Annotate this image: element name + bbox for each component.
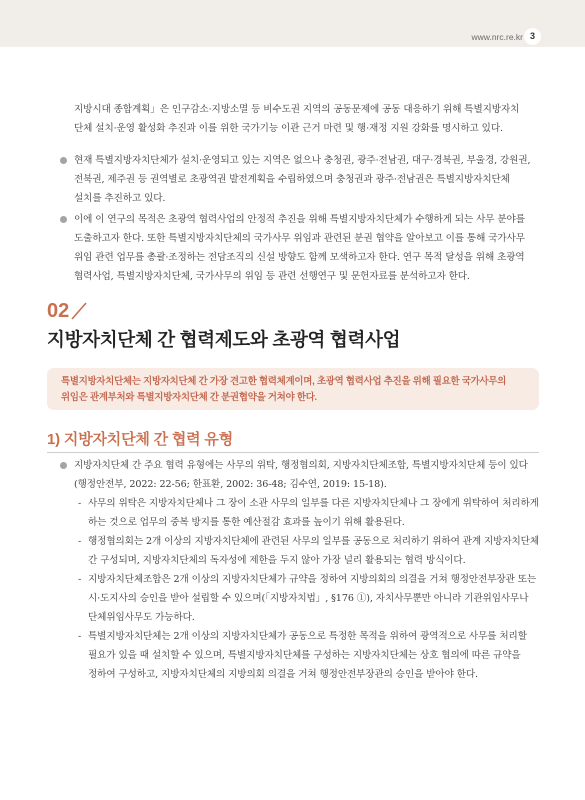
- page-header-bar: [0, 0, 585, 47]
- dash-item: [78, 570, 539, 627]
- site-url: www.nrc.re.kr: [471, 32, 523, 42]
- dash-mark: -: [78, 498, 82, 509]
- intro-paragraph: [74, 100, 519, 138]
- text-line: 현재 특별지방자치단체가 설치·운영되고 있는 지역은 없으나 충청권, 광주·전남권, 대구·경북권, 부울경, 강원권,: [74, 155, 531, 166]
- dash-mark: -: [78, 631, 82, 642]
- section-number: 02: [47, 300, 70, 322]
- text-line: 사무의 위탁은 지방자치단체나 그 장이 소관 사무의 일부를 다른 지방자치단체나 그 장에게 위탁하여 처리하게: [88, 498, 539, 509]
- text-line: 단체위임사무도 가능하다.: [88, 612, 195, 623]
- page-number-badge: 3: [524, 28, 541, 45]
- bullet-item: [60, 210, 530, 286]
- dash-mark: -: [78, 536, 82, 547]
- text-line: 지방시대 종합계획」은 인구감소·지방소멸 등 비수도권 지역의 공동문제에 공동 대응하기 위해 특별지방자치: [74, 104, 520, 115]
- bullet-list-cooperation: [60, 456, 539, 684]
- bullet-dot-icon: [60, 462, 67, 469]
- section-title: 지방자치단체 간 협력제도와 초광역 협력사업: [47, 329, 401, 350]
- text-line: 단체 설치·운영 활성화 추진과 이를 위한 국가기능 이관 근거 마련 및 행·재정 지원 강화를 명시하고 있다.: [74, 123, 503, 134]
- dash-mark: -: [78, 574, 82, 585]
- bullet-dot-icon: [60, 157, 67, 164]
- text-line: 정하여 구성하고, 지방자치단체의 지방의회 의결을 거쳐 행정안전부장관의 승인을 받아야 한다.: [88, 669, 478, 680]
- text-line: 시·도지사의 승인을 받아 설립할 수 있으며(「지방자치법」, §176 ①), 자치사무뿐만 아니라 기관위임사무나: [88, 593, 529, 604]
- text-line: 행정협의회는 2개 이상의 지방자치단체에 관련된 사무의 일부를 공동으로 처리하기 위하여 관계 지방자치단체: [88, 536, 539, 547]
- text-line: 필요가 있을 때 설치할 수 있으며, 특별지방자치단체를 구성하는 지방자치단체는 상호 협의에 따른 규약을: [88, 650, 521, 661]
- text-line: 간 구성되며, 지방자치단체의 독자성에 제한을 두지 않아 가장 널리 활용되는 협력 방식이다.: [88, 555, 466, 566]
- summary-line: 위임은 관계부처와 특별지방자치단체 간 분권협약을 거쳐야 한다.: [61, 391, 317, 402]
- summary-box: [47, 368, 539, 410]
- text-line: 지방자치단체조합은 2개 이상의 지방자치단체가 규약을 정하여 지방의회의 의결을 거쳐 행정안전부장관 또는: [88, 574, 537, 585]
- text-line: 설치를 추진하고 있다.: [74, 193, 166, 204]
- text-line: 하는 것으로 업무의 중복 방지를 통한 예산절감 효과를 높이기 위해 활용된다.: [88, 517, 405, 528]
- text-line: 특별지방자치단체는 2개 이상의 지방자치단체가 공동으로 특정한 목적을 위하여 광역적으로 사무를 처리할: [88, 631, 527, 642]
- dash-item: [78, 532, 539, 570]
- bullet-list-intro: [60, 151, 530, 286]
- dash-item: [78, 627, 539, 684]
- bullet-dot-icon: [60, 216, 67, 223]
- text-line: 도출하고자 한다. 또한 특별지방자치단체의 국가사무 위임과 관련된 분권 협약을 알아보고 이를 통해 국가사무: [74, 233, 525, 244]
- bullet-item: [60, 456, 539, 684]
- subsection-divider: [47, 452, 539, 453]
- summary-line: 특별지방자치단체는 지방자치단체 간 가장 견고한 협력체계이며, 초광역 협력사업 추진을 위해 필요한 국가사무의: [61, 375, 507, 386]
- text-line: 지방자치단체 간 주요 협력 유형에는 사무의 위탁, 행정협의회, 지방자치단체조합, 특별지방자치단체 등이 있다: [74, 460, 528, 471]
- slash-decoration-icon: [70, 301, 88, 321]
- text-line: 전북권, 제주권 등 권역별로 초광역권 발전계획을 수립하였으며 충청권과 광주·전남권은 특별지방자치단체: [74, 174, 510, 185]
- bullet-item: [60, 151, 530, 208]
- text-line: 협력사업, 특별지방자치단체, 국가사무의 위임 등 관련 선행연구 및 문헌자료를 분석하고자 한다.: [74, 271, 470, 282]
- text-line: 위임 관련 업무를 총괄·조정하는 전담조직의 신설 방향도 함께 모색하고자 한다. 연구 목적 달성을 위해 초광역: [74, 252, 525, 263]
- subsection-title: 1) 지방자치단체 간 협력 유형: [47, 431, 233, 448]
- text-line: 이에 이 연구의 목적은 초광역 협력사업의 안정적 추진을 위해 특별지방자치단체가 수행하게 되는 사무 분야를: [74, 214, 525, 225]
- dash-item: [78, 494, 539, 532]
- text-line: (행정안전부, 2022: 22-56; 한표환, 2002: 36-48; 김수연, 2019: 15-18).: [74, 479, 387, 490]
